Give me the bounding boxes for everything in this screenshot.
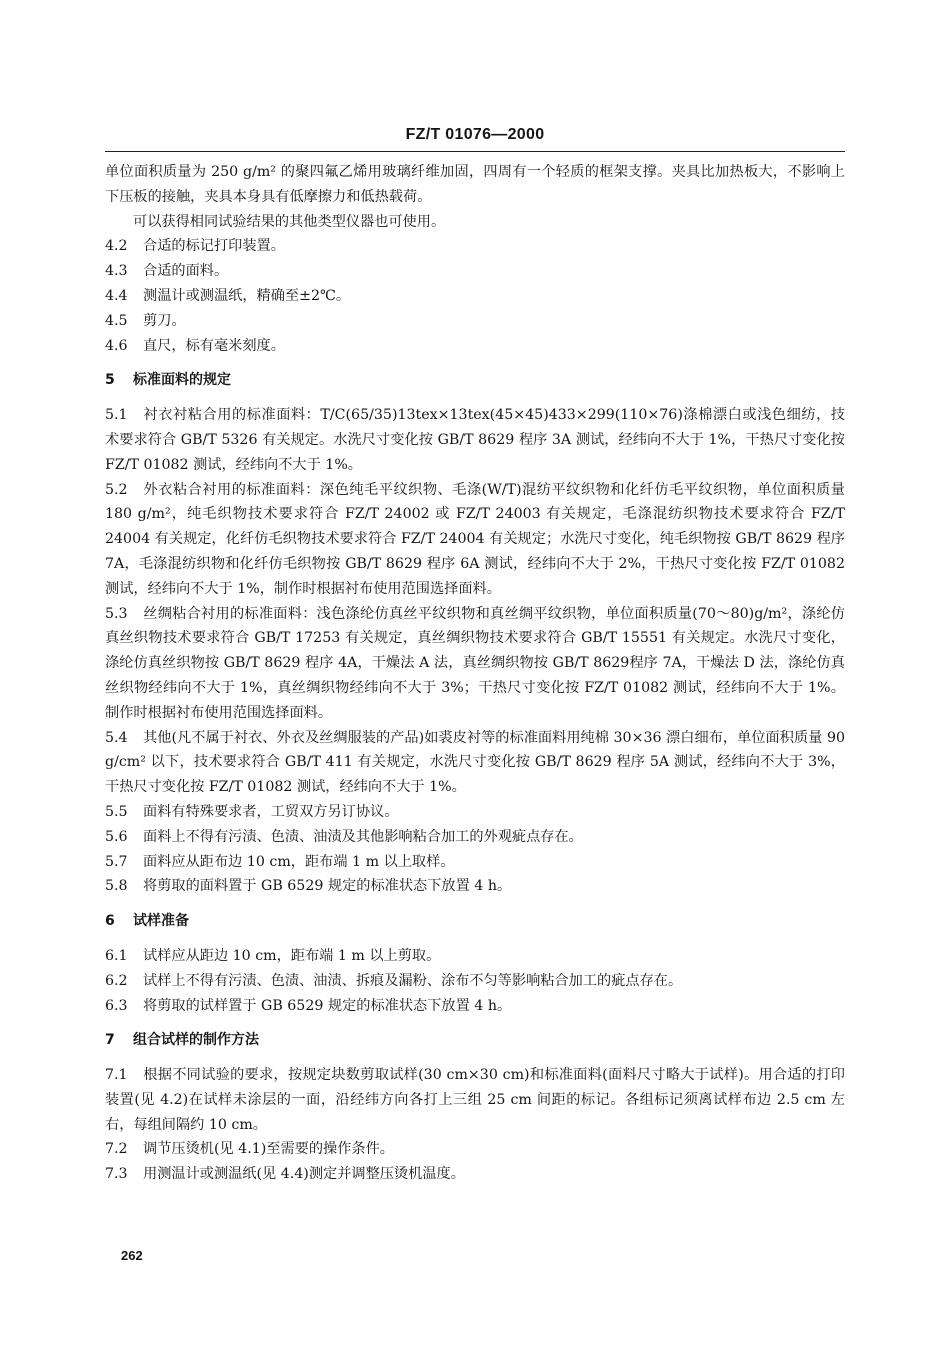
clause-number: 4.3: [105, 263, 128, 280]
section-heading: [105, 368, 845, 393]
clause-text: 合适的面料。: [143, 263, 229, 280]
clause-number: 4.4: [105, 287, 128, 304]
list-item: [105, 944, 845, 969]
clause-text: 丝绸粘合衬用的标准面料：浅色涤纶仿真丝平纹织物和真丝绸平纹织物，单位面积质量(70～80)g/m²，涤纶仿真丝织物技术要求符合 GB/T 17253 有关规定，真丝绸织物技术要求符合 GB/T 15551 有关规定。水洗尺寸变化，涤纶仿真丝织物按 GB/T 8629 程序 4A，干燥法 A 法，真丝绸织物按 GB/T 8629程序 7A，干燥法 D 法，涤纶仿真丝织物经纬向不大于 1%，真丝绸织物经纬向不大于 3%；干热尺寸变化按 FZ/T 01082 测试，经纬向不大于 1%。制作时根据衬布使用范围选择面料。: [105, 605, 845, 721]
clause-text: 将剪取的试样置于 GB 6529 规定的标准状态下放置 4 h。: [143, 997, 512, 1014]
page-header: FZ/T 01076—2000: [405, 126, 545, 143]
clause-number: 5.8: [105, 878, 128, 895]
list-item: [105, 602, 845, 726]
section-heading: [105, 909, 845, 934]
list-item: [105, 259, 845, 284]
list-item: [105, 334, 845, 359]
clause-text: 衬衣衬粘合用的标准面料：T/C(65/35)13tex×13tex(45×45)433×299(110×76)涤棉漂白或浅色细纺，技术要求符合 GB/T 5326 有关规定。水洗尺寸变化按 GB/T 8629 程序 3A 测试，经纬向不大于 1%，干热尺寸变化按 FZ/T 01082 测试，经纬向不大于 1%。: [105, 407, 845, 473]
list-item: [105, 850, 845, 875]
clause-number: 5.4: [105, 729, 128, 746]
list-item: [105, 234, 845, 259]
clause-text: 合适的标记打印装置。: [143, 238, 285, 255]
clause-text: 面料应从距布边 10 cm，距布端 1 m 以上取样。: [143, 853, 455, 870]
clause-text: 面料上不得有污渍、色渍、油渍及其他影响粘合加工的外观疵点存在。: [143, 828, 583, 845]
section-number: 6: [105, 913, 115, 930]
list-item: [105, 1137, 845, 1162]
paragraph: 可以获得相同试验结果的其他类型仪器也可使用。: [133, 213, 446, 230]
list-item: [105, 1162, 845, 1187]
list-item: [105, 825, 845, 850]
list-item: [105, 309, 845, 334]
clause-text: 测温计或测温纸，精确至±2℃。: [143, 287, 351, 304]
clause-number: 7.1: [105, 1067, 128, 1084]
clause-number: 5.2: [105, 481, 128, 498]
clause-number: 6.1: [105, 947, 128, 964]
clause-number: 5.3: [105, 605, 128, 622]
clause-text: 用测温计或测温纸(见 4.4)测定并调整压烫机温度。: [143, 1166, 465, 1183]
page-number: 262: [121, 1248, 143, 1263]
clause-text: 直尺，标有毫米刻度。: [143, 337, 285, 354]
list-item: [105, 284, 845, 309]
clause-text: 试样上不得有污渍、色渍、油渍、拆痕及漏粉、涂布不匀等影响粘合加工的疵点存在。: [143, 972, 683, 989]
clause-text: 其他(凡不属于衬衣、外衣及丝绸服装的产品)如裘皮衬等的标准面料用纯棉 30×36 漂白细布，单位面积质量 90 g/cm² 以下，技术要求符合 GB/T 411 有关规定，水洗尺寸变化按 GB/T 8629 程序 5A 测试，经纬向不大于 3%，干热尺寸变化按 FZ/T 01082 测试，经纬向不大于 1%。: [105, 729, 845, 796]
header-rule: [105, 151, 845, 152]
clause-number: 6.2: [105, 972, 128, 989]
clause-text: 面料有特殊要求者，工贸双方另订协议。: [143, 803, 399, 820]
list-item: [105, 994, 845, 1019]
clause-text: 外衣粘合衬用的标准面料：深色纯毛平纹织物、毛涤(W/T)混纺平纹织物和化纤仿毛平纹织物，单位面积质量 180 g/m²，纯毛织物技术要求符合 FZ/T 24002 或 FZ/T 24003 有关规定，毛涤混纺织物技术要求符合 FZ/T 24004 有关规定，化纤仿毛织物技术要求符合 FZ/T 24004 有关规定；水洗尺寸变化，纯毛织物按 GB/T 8629 程序 7A，毛涤混纺织物和化纤仿毛织物按 GB/T 8629 程序 6A 测试，经纬向不大于 2%，干热尺寸变化按 FZ/T 01082 测试，经纬向不大于 1%，制作时根据衬布使用范围选择面料。: [105, 481, 845, 597]
clause-text: 剪刀。: [143, 312, 186, 329]
section-title: 组合试样的制作方法: [133, 1032, 259, 1049]
list-item: [105, 1063, 845, 1137]
section-number: 5: [105, 372, 115, 389]
list-item: [105, 969, 845, 994]
clause-text: 将剪取的面料置于 GB 6529 规定的标准状态下放置 4 h。: [143, 878, 512, 895]
clause-number: 5.5: [105, 803, 128, 820]
list-item: [105, 403, 845, 477]
clause-number: 5.1: [105, 407, 128, 424]
clause-number: 7.3: [105, 1166, 128, 1183]
paragraph: 单位面积质量为 250 g/m² 的聚四氟乙烯用玻璃纤维加固，四周有一个轻质的框架支撑。夹具比加热板大，不影响上下压板的接触，夹具本身具有低摩擦力和低热载荷。: [105, 164, 845, 205]
clause-number: 6.3: [105, 997, 128, 1014]
list-item: [105, 478, 845, 602]
clause-number: 5.7: [105, 853, 128, 870]
section-number: 7: [105, 1032, 115, 1049]
list-item: [105, 800, 845, 825]
clause-number: 5.6: [105, 828, 128, 845]
list-item: [105, 874, 845, 899]
clause-number: 4.6: [105, 337, 128, 354]
section-title: 试样准备: [133, 913, 189, 930]
clause-text: 调节压烫机(见 4.1)至需要的操作条件。: [143, 1141, 394, 1158]
clause-number: 4.2: [105, 238, 128, 255]
section-heading: [105, 1028, 845, 1053]
clause-number: 7.2: [105, 1141, 128, 1158]
document-body: [105, 160, 845, 1187]
clause-text: 试样应从距边 10 cm，距布端 1 m 以上剪取。: [143, 947, 441, 964]
clause-text: 根据不同试验的要求，按规定块数剪取试样(30 cm×30 cm)和标准面料(面料尺寸略大于试样)。用合适的打印装置(见 4.2)在试样未涂层的一面，沿经纬方向各打上三组 25 cm 间距的标记。各组标记须离试样布边 2.5 cm 左右，每组间隔约 10 cm。: [105, 1067, 845, 1133]
section-title: 标准面料的规定: [133, 372, 231, 389]
clause-number: 4.5: [105, 312, 128, 329]
list-item: [105, 726, 845, 800]
